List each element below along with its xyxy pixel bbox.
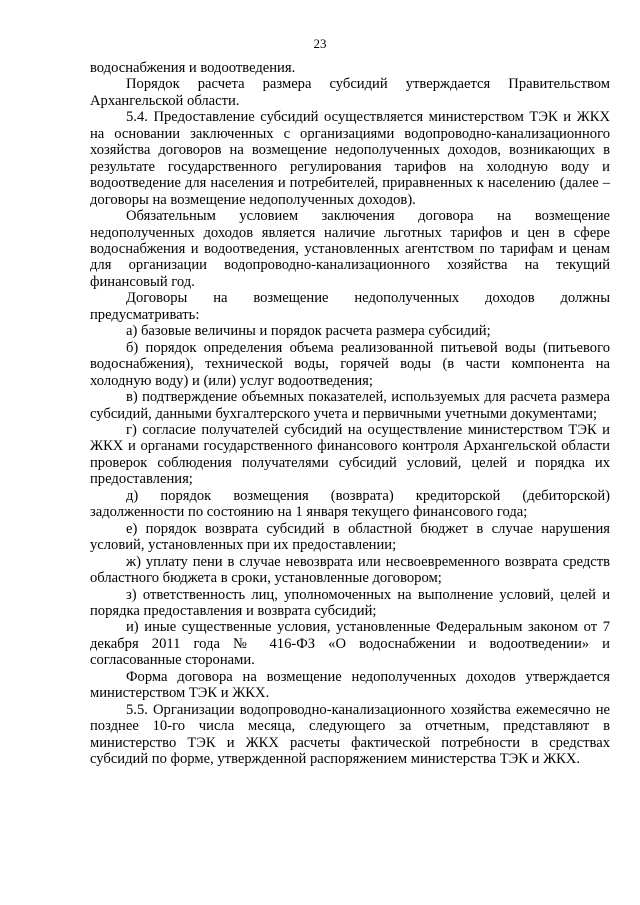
document-body	[90, 60, 610, 767]
paragraph-continuation: водоснабжения и водоотведения.	[90, 60, 296, 76]
list-item-b: б) порядок определения объема реализованной питьевой воды (питьевого водоснабжения), технической воды, горячей воды (в части компонента на холодную воду) и (или) услуг водоотведения;	[90, 339, 610, 389]
paragraph-contract-form: Форма договора на возмещение недополученных доходов утверждается министерством ТЭК и ЖКХ.	[90, 668, 610, 702]
list-item-e: е) порядок возврата субсидий в областной бюджет в случае нарушения условий, установленных при их предоставлении;	[90, 520, 610, 554]
paragraph-mandatory-condition: Обязательным условием заключения договора на возмещение недополученных доходов является наличие льготных тарифов и цен в сфере водоснабжения и водоотведения, установленных агентством по тарифам и ценам для организации водопроводно-канализационного хозяйства на текущий финансовый год.	[90, 208, 610, 290]
paragraph-contracts-intro: Договоры на возмещение недополученных доходов должны предусматривать:	[90, 290, 610, 323]
list-item-v: в) подтверждение объемных показателей, используемых для расчета размера субсидий, данными бухгалтерского учета и первичными учетными документами;	[90, 389, 610, 422]
list-item-g: г) согласие получателей субсидий на осуществление министерством ТЭК и ЖКХ и органами государственного финансового контроля Архангельской области проверок соблюдения получателями субсидий условий, целей и порядка их предоставления;	[90, 421, 610, 488]
list-item-zh: ж) уплату пени в случае невозврата или несвоевременного возврата средств областного бюджета в сроки, установленные договором;	[90, 553, 610, 587]
list-item-i: и) иные существенные условия, установленные Федеральным законом от 7 декабря 2011 года № 416-ФЗ «О водоснабжении и водоотведении» и согласованные сторонами.	[90, 619, 610, 669]
list-item-a: а) базовые величины и порядок расчета размера субсидий;	[126, 323, 491, 340]
paragraph-5-4: 5.4. Предоставление субсидий осуществляется министерством ТЭК и ЖКХ на основании заключенных с организациями водопроводно-канализационного хозяйства договоров на возмещение недополученных доходов, возникающих в результате государственного регулирования тарифов на холодную воду и водоотведение для населения и потребителей, приравненных к населению (далее – договоры на возмещение недополученных доходов).	[90, 109, 610, 208]
list-item-z: з) ответственность лиц, уполномоченных на выполнение условий, целей и порядка предоставления и возврата субсидий;	[90, 586, 610, 619]
list-item-d: д) порядок возмещения (возврата) кредиторской (дебиторской) задолженности по состоянию на 1 января текущего финансового года;	[90, 487, 610, 521]
paragraph-5-5: 5.5. Организации водопроводно-канализационного хозяйства ежемесячно не позднее 10-го числа месяца, следующего за отчетным, представляют в министерство ТЭК и ЖКХ расчеты фактической потребности в средствах субсидий по форме, утвержденной распоряжением министерства ТЭК и ЖКХ.	[90, 701, 610, 768]
page-number: 23	[313, 36, 327, 51]
paragraph-calculation-procedure: Порядок расчета размера субсидий утверждается Правительством Архангельской области.	[90, 76, 610, 109]
